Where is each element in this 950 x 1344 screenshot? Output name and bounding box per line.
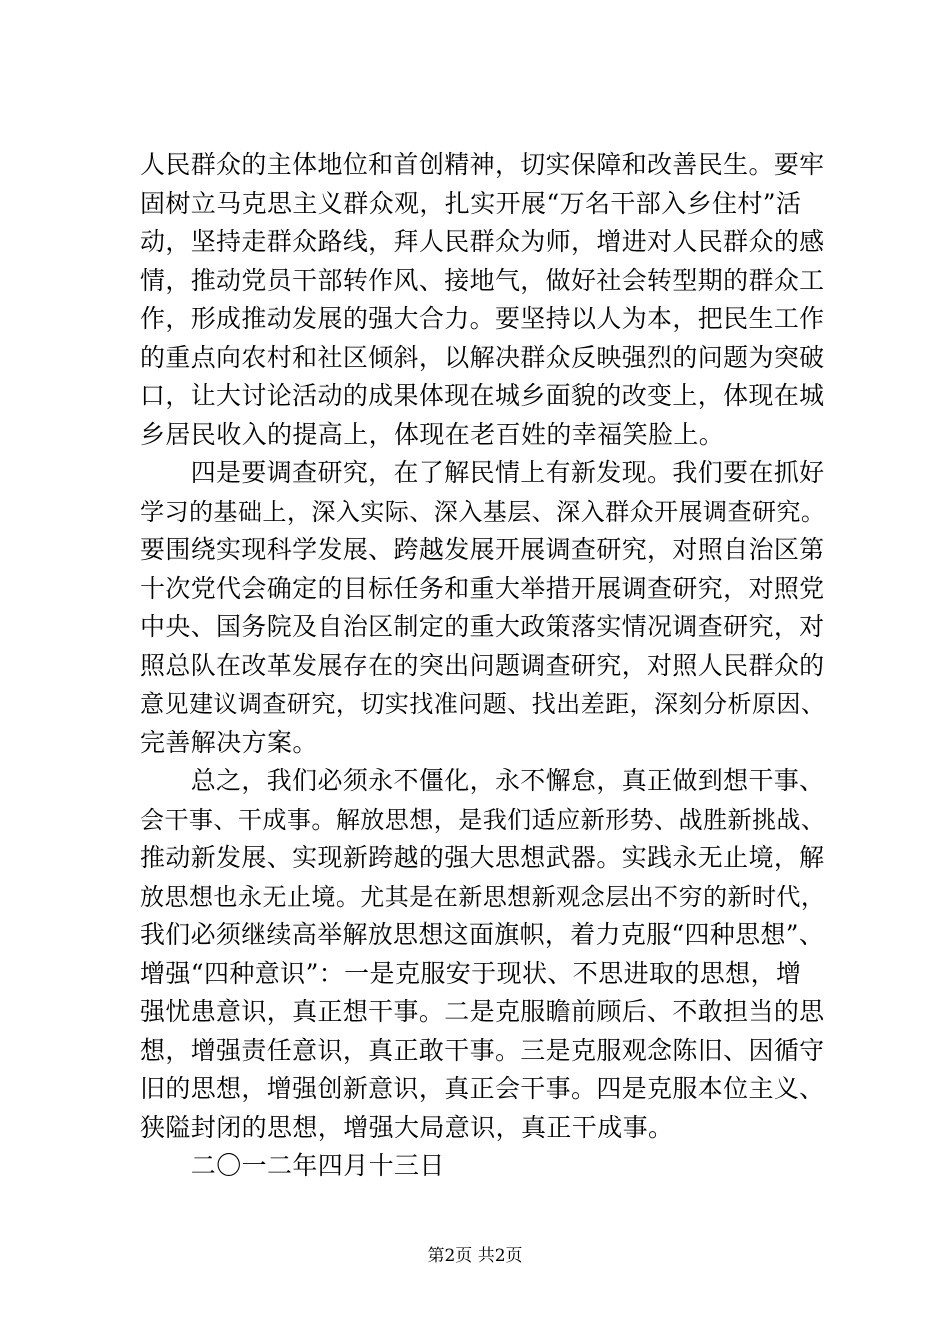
text-line: 乡居民收入的提高上，体现在老百姓的幸福笑脸上。 — [140, 419, 725, 449]
text-line: 中央、国务院及自治区制定的重大政策落实情况调查研究，对 — [140, 612, 825, 641]
text-line: 总之，我们必须永不僵化，永不懈怠，真正做到想干事、 — [140, 766, 825, 795]
text-line: 口，让大讨论活动的成果体现在城乡面貌的改变上，体现在城 — [140, 381, 825, 410]
text-line: 学习的基础上，深入实际、深入基层、深入群众开展调查研究。 — [140, 497, 826, 526]
text-line: 要围绕实现科学发展、跨越发展开展调查研究，对照自治区第 — [140, 535, 825, 564]
text-line: 狭隘封闭的思想，增强大局意识，真正干成事。 — [140, 1112, 674, 1142]
text-line: 旧的思想，增强创新意识，真正会干事。四是克服本位主义、 — [140, 1074, 825, 1103]
text-line: 人民群众的主体地位和首创精神，切实保障和改善民生。要牢 — [140, 150, 825, 179]
document-body — [140, 146, 825, 1186]
text-line: 二〇一二年四月十三日 — [140, 1151, 445, 1180]
text-line: 放思想也永无止境。尤其是在新思想新观念层出不穷的新时代， — [140, 882, 826, 911]
text-line: 推动新发展、实现新跨越的强大思想武器。实践永无止境，解 — [140, 843, 825, 872]
text-line: 想，增强责任意识，真正敢干事。三是克服观念陈旧、因循守 — [140, 1035, 825, 1065]
text-line: 会干事、干成事。解放思想，是我们适应新形势、战胜新挑战、 — [140, 805, 826, 834]
text-line: 我们必须继续高举解放思想这面旗帜，着力克服“四种思想”、 — [140, 920, 825, 949]
text-line: 固树立马克思主义群众观，扎实开展“万名干部入乡住村”活 — [140, 188, 802, 218]
text-line: 情，推动党员干部转作风、接地气，做好社会转型期的群众工 — [140, 265, 825, 295]
text-line: 照总队在改革发展存在的突出问题调查研究，对照人民群众的 — [140, 650, 825, 680]
text-line: 增强“四种意识”：一是克服安于现状、不思进取的思想，增 — [140, 958, 802, 988]
text-line: 强忧患意识，真正想干事。二是克服瞻前顾后、不敢担当的思 — [140, 997, 825, 1026]
text-line: 十次党代会确定的目标任务和重大举措开展调查研究，对照党 — [140, 573, 825, 603]
text-line: 动，坚持走群众路线，拜人民群众为师，增进对人民群众的感 — [140, 227, 825, 256]
text-line: 意见建议调查研究，切实找准问题、找出差距，深刻分析原因、 — [140, 690, 826, 718]
text-line: 作，形成推动发展的强大合力。要坚持以人为本，把民生工作 — [140, 304, 825, 333]
text-line: 完善解决方案。 — [140, 727, 318, 757]
text-line: 的重点向农村和社区倾斜，以解决群众反映强烈的问题为突破 — [140, 342, 825, 372]
page-footer: 第2页 共2页 — [427, 1246, 523, 1266]
text-line: 四是要调查研究，在了解民情上有新发现。我们要在抓好 — [140, 458, 825, 487]
